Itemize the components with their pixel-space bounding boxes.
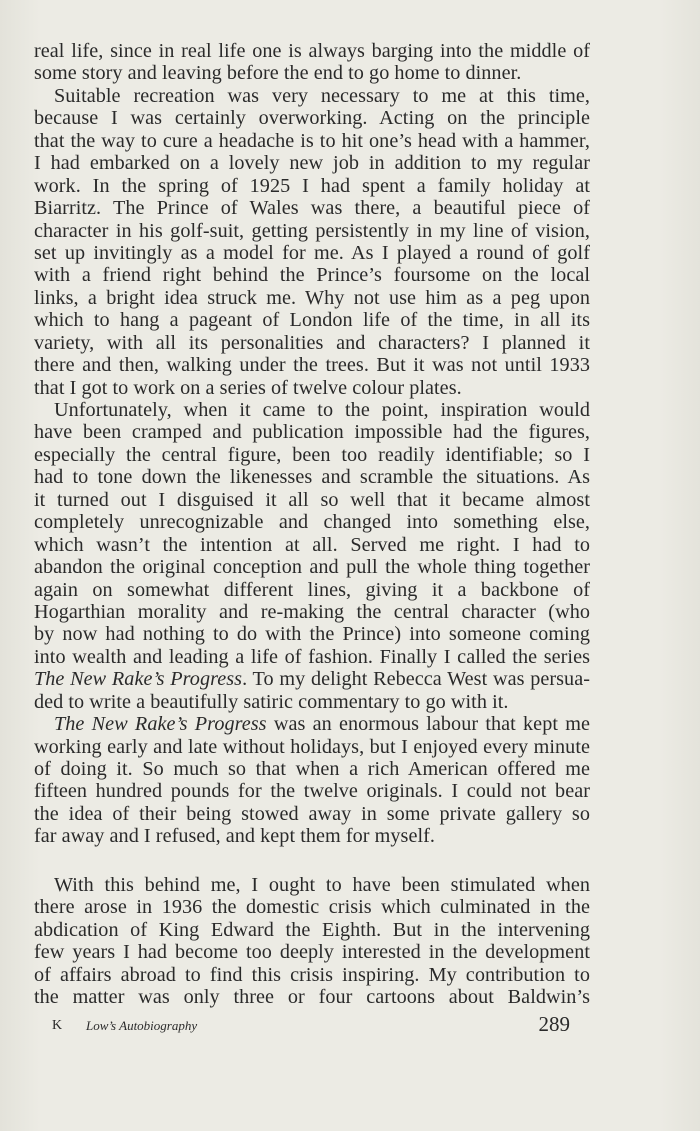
text-line: by now had nothing to do with the Prince) into someone coming xyxy=(34,623,590,646)
text-fragment: was an enormous labour that kept me xyxy=(266,713,590,736)
text-line: that the way to cure a headache is to hit one’s head with a hammer, xyxy=(34,129,590,152)
body-text xyxy=(34,40,590,1008)
text-line: the matter was only three or four cartoons about Baldwin’s xyxy=(34,985,590,1008)
text-line: I had embarked on a lovely new job in addition to my regular xyxy=(34,152,590,175)
text-line: variety, with all its personalities and characters? I planned it xyxy=(34,331,590,354)
text-line: character in his golf-suit, getting persistently in my line of vision, xyxy=(34,219,590,242)
text-line: Suitable recreation was very necessary to me at this time, xyxy=(54,84,590,107)
text-line: far away and I refused, and kept them for myself. xyxy=(34,825,435,848)
text-line: some story and leaving before the end to go home to dinner. xyxy=(34,62,522,85)
page-number: 289 xyxy=(538,1012,570,1036)
text-line: With this behind me, I ought to have been stimulated when xyxy=(54,873,590,896)
text-line xyxy=(34,713,590,735)
text-line: Biarritz. The Prince of Wales was there, a beautiful piece of xyxy=(34,197,590,220)
text-line: there and then, walking under the trees. But it was not until 1933 xyxy=(34,354,590,377)
text-line xyxy=(34,668,590,690)
text-line: work. In the spring of 1925 I had spent a family holiday at xyxy=(34,174,590,197)
text-line: that I got to work on a series of twelve colour plates. xyxy=(34,376,462,399)
text-line: had to tone down the likenesses and scramble the situations. As xyxy=(34,466,590,489)
page-footer xyxy=(34,1012,590,1040)
text-line: abdication of King Edward the Eighth. But in the intervening xyxy=(34,918,590,941)
text-line: real life, since in real life one is always barging into the middle of xyxy=(34,40,590,62)
text-line: again on somewhat different lines, giving it a backbone of xyxy=(34,578,590,601)
text-line: Hogarthian morality and re-making the central character (who xyxy=(34,600,590,623)
signature-mark: K xyxy=(52,1018,63,1033)
text-fragment: . To my delight Rebecca West was persua- xyxy=(242,668,590,691)
text-line: which wasn’t the intention at all. Served me right. I had to xyxy=(34,533,590,556)
text-line: have been cramped and publication impossible had the figures, xyxy=(34,421,590,444)
book-title: The New Rake’s Progress xyxy=(34,668,243,691)
text-line: because I was certainly overworking. Acting on the principle xyxy=(34,107,590,130)
book-title: The New Rake’s Progress xyxy=(54,713,267,736)
text-line: links, a bright idea struck me. Why not use him as a peg upon xyxy=(34,286,590,309)
text-line: set up invitingly as a model for me. As I played a round of golf xyxy=(34,241,590,264)
text-line: few years I had become too deeply interested in the development xyxy=(34,941,590,964)
text-line: of affairs abroad to find this crisis inspiring. My contribution to xyxy=(34,963,590,986)
signature-title: Low’s Autobiography xyxy=(86,1018,198,1033)
text-line: of doing it. So much so that when a rich American offered me xyxy=(34,758,590,780)
text-line: abandon the original conception and pull the whole thing together xyxy=(34,556,590,579)
text-line: which to hang a pageant of London life of the time, in all its xyxy=(34,309,590,332)
text-line: working early and late without holidays, but I enjoyed every minute xyxy=(34,735,590,758)
text-line: ded to write a beautifully satiric commentary to go with it. xyxy=(34,690,509,713)
text-line: Unfortunately, when it came to the point, inspiration would xyxy=(54,399,590,421)
text-line: the idea of their being stowed away in some private gallery so xyxy=(34,802,590,825)
text-line: into wealth and leading a life of fashion. Finally I called the series xyxy=(34,645,590,668)
text-line: with a friend right behind the Prince’s foursome on the local xyxy=(34,264,590,287)
text-line: completely unrecognizable and changed into something else, xyxy=(34,511,590,534)
text-line: fifteen hundred pounds for the twelve originals. I could not bear xyxy=(34,780,590,803)
text-line: it turned out I disguised it all so well that it became almost xyxy=(34,488,590,511)
text-line: especially the central figure, been too readily identifiable; so I xyxy=(34,443,590,466)
text-line: there arose in 1936 the domestic crisis which culminated in the xyxy=(34,896,590,919)
